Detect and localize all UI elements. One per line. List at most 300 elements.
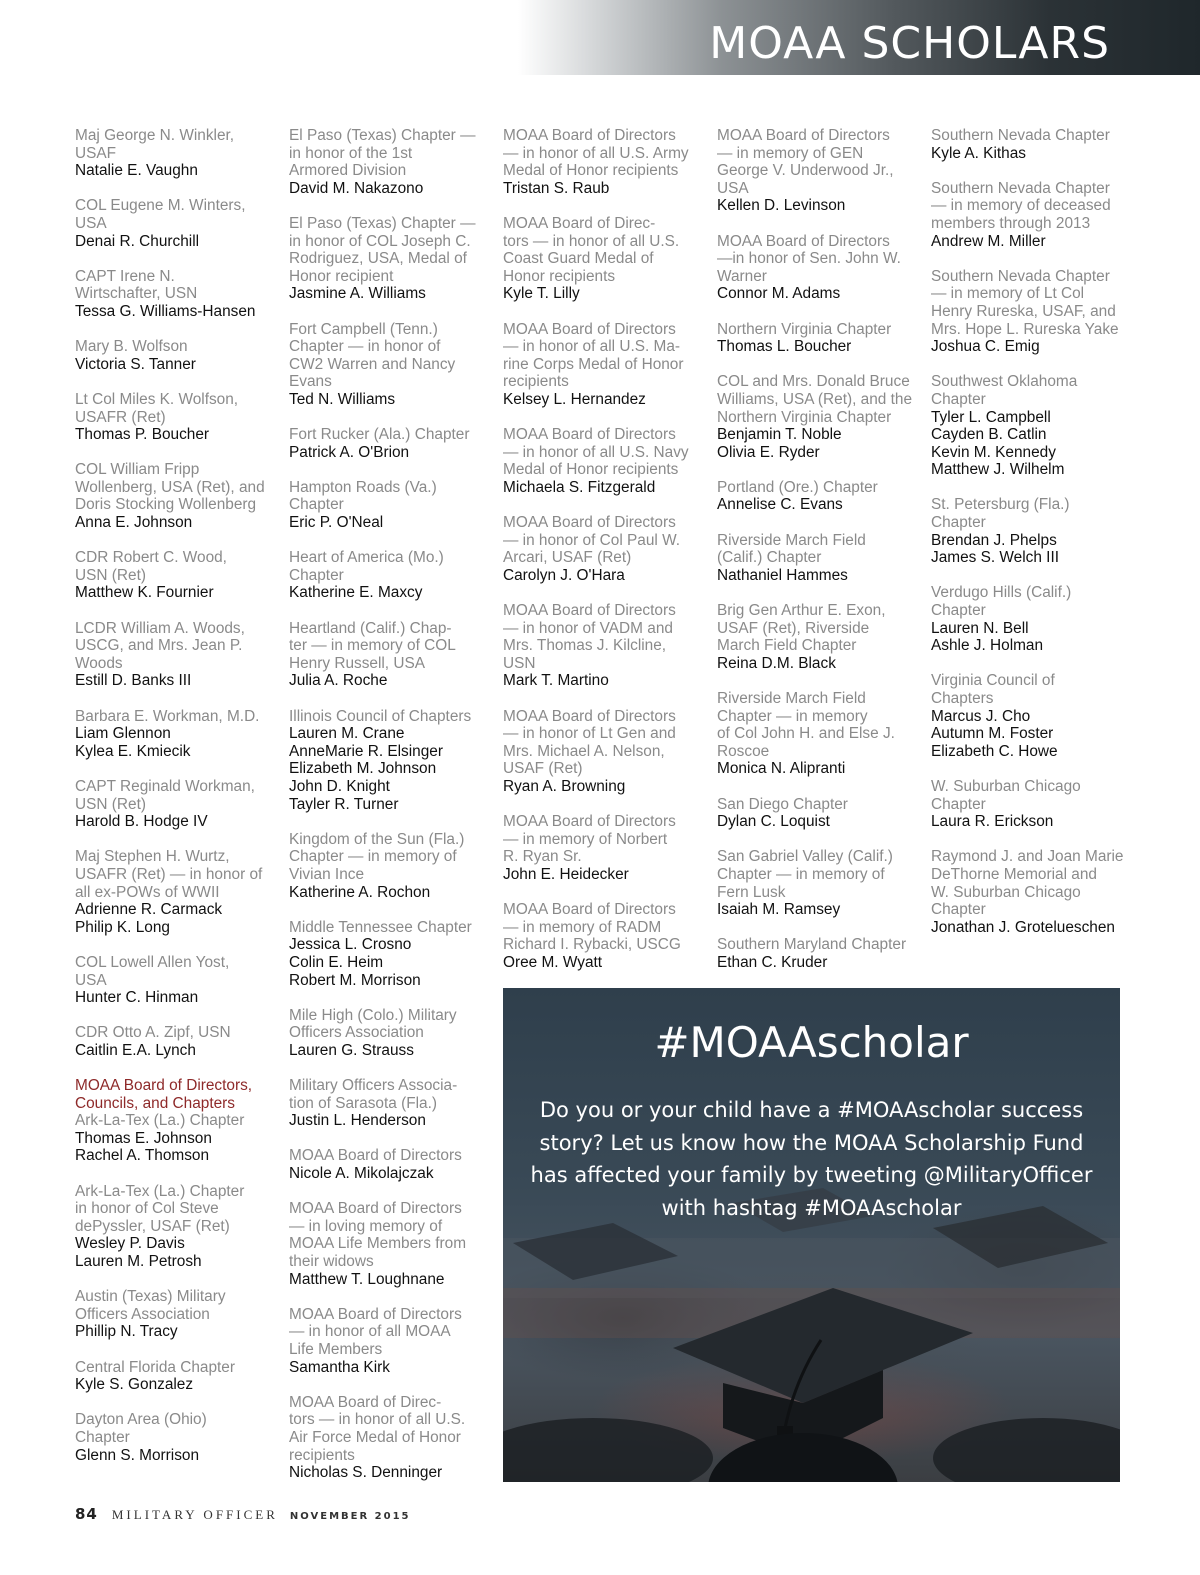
donor-line: USAFR (Ret) — in honor of — [75, 865, 263, 883]
scholarship-entry — [717, 233, 913, 303]
donor-line: Chapter — [931, 795, 986, 813]
recipient-name: Kyle T. Lilly — [503, 285, 580, 303]
donor-line: members through 2013 — [931, 214, 1091, 232]
donor-line: Southern Nevada Chapter — [931, 127, 1110, 144]
scholarship-entry — [931, 268, 1127, 356]
donor-line: Middle Tennessee Chapter — [289, 918, 472, 936]
scholarship-entry — [75, 1024, 271, 1059]
recipient-name: Dylan C. Loquist — [717, 813, 830, 831]
recipient-name: Lauren N. Bell — [931, 619, 1029, 637]
recipient-name: John E. Heidecker — [503, 865, 629, 883]
recipient-name: Autumn M. Foster — [931, 725, 1054, 743]
recipient-name: Tyler L. Campbell — [931, 408, 1051, 426]
donor-line: COL William Fripp — [75, 461, 200, 479]
donor-line: Roscoe — [717, 742, 770, 760]
donor-line: recipients — [289, 1446, 355, 1464]
recipient-name: Connor M. Adams — [717, 285, 841, 303]
donor-line: Warner — [717, 267, 767, 285]
scholarship-entry — [717, 602, 913, 672]
donor-line: Hampton Roads (Va.) — [289, 478, 437, 496]
donor-line: Henry Russell, USA — [289, 654, 425, 672]
donor-line: Honor recipient — [289, 267, 394, 285]
donor-line: Chapter — in memory of — [717, 865, 885, 883]
recipient-name: AnneMarie R. Elsinger — [289, 742, 443, 760]
donor-line: El Paso (Texas) Chapter — — [289, 127, 476, 144]
moaascholar-promo — [503, 988, 1120, 1482]
donor-line: — in honor of Col Paul W. — [503, 531, 681, 549]
scholarship-entry — [931, 848, 1127, 936]
donor-line: Honor recipients — [503, 267, 616, 285]
donor-line: Riverside March Field — [717, 690, 866, 707]
donor-line: in honor of COL Joseph C. — [289, 232, 471, 250]
recipient-name: Olivia E. Ryder — [717, 443, 820, 461]
donor-line: Chapters — [931, 690, 994, 707]
donor-line: Wollenberg, USA (Ret), and — [75, 478, 265, 496]
donor-line: Southwest Oklahoma — [931, 373, 1078, 391]
recipient-name: Denai R. Churchill — [75, 232, 200, 250]
promo-body — [523, 1094, 1100, 1224]
donor-line: USA — [75, 971, 107, 989]
recipient-name: Kyle S. Gonzalez — [75, 1376, 194, 1394]
column-3 — [503, 127, 699, 989]
donor-line: Mary B. Wolfson — [75, 338, 188, 356]
donor-line: USN (Ret) — [75, 795, 146, 813]
scholarship-entry — [931, 373, 1127, 479]
donor-line: Chapter — [75, 1428, 130, 1446]
scholarship-entry — [75, 461, 271, 531]
donor-line: W. Suburban Chicago — [931, 777, 1081, 795]
recipient-name: Lauren M. Petrosh — [75, 1253, 202, 1270]
recipient-name: Oree M. Wyatt — [503, 953, 603, 971]
donor-line: Heart of America (Mo.) — [289, 549, 444, 567]
scholarship-entry — [75, 1359, 271, 1394]
donor-line: tion of Sarasota (Fla.) — [289, 1094, 437, 1112]
donor-line: Fort Campbell (Tenn.) — [289, 320, 438, 338]
donor-line: — in loving memory of — [289, 1217, 443, 1235]
donor-line: CAPT Reginald Workman, — [75, 777, 255, 795]
scholarship-entry — [503, 901, 699, 971]
scholarship-entry — [503, 426, 699, 496]
recipient-name: Julia A. Roche — [289, 672, 388, 690]
donor-line: Dayton Area (Ohio) — [75, 1411, 207, 1429]
donor-line: of Col John H. and Else J. — [717, 725, 895, 743]
recipient-name: Kelsey L. Hernandez — [503, 390, 646, 408]
donor-line: COL Eugene M. Winters, — [75, 197, 246, 215]
scholarship-entry — [931, 180, 1127, 250]
promo-line: Do you or your child have a #MOAAscholar success — [539, 1098, 1084, 1122]
donor-line: LCDR William A. Woods, — [75, 619, 245, 637]
scholarship-entry — [289, 1147, 485, 1182]
donor-line: — in memory of GEN — [717, 144, 864, 162]
donor-line: Austin (Texas) Military — [75, 1288, 226, 1306]
recipient-name: Elizabeth M. Johnson — [289, 760, 437, 778]
donor-line: Northern Virginia Chapter — [717, 408, 892, 426]
page-footer — [75, 1505, 410, 1525]
donor-line: Wirtschafter, USN — [75, 285, 198, 303]
recipient-name: Brendan J. Phelps — [931, 531, 1057, 549]
scholarship-entry — [75, 708, 271, 761]
scholarship-entry — [75, 268, 271, 321]
donor-line: —in honor of Sen. John W. — [717, 250, 901, 268]
donor-line: USAF (Ret), Riverside — [717, 619, 870, 637]
scholarship-entry — [289, 919, 485, 989]
donor-line: MOAA Board of Directors — [503, 813, 676, 831]
donor-line: Woods — [75, 654, 123, 672]
donor-line: Northern Virginia Chapter — [717, 320, 892, 338]
donor-line: — in honor of VADM and — [503, 619, 673, 637]
donor-line: Maj George N. Winkler, — [75, 127, 235, 144]
recipient-name: Liam Glennon — [75, 725, 171, 743]
recipient-name: Ethan C. Kruder — [717, 953, 828, 971]
recipient-name: Estill D. Banks III — [75, 672, 192, 690]
recipient-name: Natalie E. Vaughn — [75, 162, 198, 180]
donor-line: CDR Otto A. Zipf, USN — [75, 1024, 231, 1042]
donor-line: MOAA Life Members from — [289, 1235, 467, 1253]
scholarship-entry — [717, 479, 913, 514]
page-title: MOAA SCHOLARS — [709, 18, 1110, 69]
donor-line: Southern Maryland Chapter — [717, 936, 907, 954]
recipient-name: Katherine A. Rochon — [289, 883, 431, 901]
header-bar — [518, 0, 1200, 75]
scholarship-entry — [503, 321, 699, 409]
recipient-name: Reina D.M. Black — [717, 654, 836, 672]
recipient-name: Tessa G. Williams-Hansen — [75, 302, 256, 320]
recipient-name: Rachel A. Thomson — [75, 1147, 210, 1165]
donor-line: Chapter — [931, 901, 986, 919]
donor-line: Armored Division — [289, 162, 407, 180]
scholarship-entry — [717, 936, 913, 971]
recipient-name: Elizabeth C. Howe — [931, 742, 1058, 760]
donor-line: — in memory of deceased — [931, 197, 1111, 215]
scholarship-entry — [931, 584, 1127, 654]
donor-line: Medal of Honor recipients — [503, 461, 679, 479]
scholarship-entry — [289, 831, 485, 901]
donor-line: USN (Ret) — [75, 566, 146, 584]
scholarship-entry — [289, 1200, 485, 1288]
donor-line: Illinois Council of Chapters — [289, 707, 472, 725]
donor-line: MOAA Board of Direc- — [503, 214, 656, 232]
donor-line: MOAA Board of Directors — [289, 1200, 462, 1218]
donor-line: Arcari, USAF (Ret) — [503, 549, 632, 567]
recipient-name: Lauren G. Strauss — [289, 1041, 414, 1059]
scholarship-entry — [717, 127, 913, 215]
donor-line: — in memory of RADM — [503, 918, 662, 936]
page-number: 84 — [75, 1505, 98, 1523]
scholarship-entry — [503, 708, 699, 796]
donor-line: Air Force Medal of Honor — [289, 1428, 461, 1446]
scholarship-entry — [75, 1288, 271, 1341]
scholarship-entry — [75, 954, 271, 1007]
recipient-name: Matthew J. Wilhelm — [931, 461, 1065, 479]
scholarship-entry — [289, 1306, 485, 1376]
recipient-name: Adrienne R. Carmack — [75, 901, 223, 919]
recipient-name: Michaela S. Fitzgerald — [503, 478, 656, 496]
donor-line: CW2 Warren and Nancy — [289, 355, 456, 373]
scholarship-entry — [75, 549, 271, 602]
donor-line: Maj Stephen H. Wurtz, — [75, 848, 230, 866]
scholarship-entry — [717, 796, 913, 831]
donor-line: USAF — [75, 144, 117, 162]
recipient-name: Kevin M. Kennedy — [931, 443, 1056, 461]
donor-line: March Field Chapter — [717, 637, 857, 655]
donor-line: Williams, USA (Ret), and the — [717, 390, 913, 408]
column-2 — [289, 127, 485, 1499]
donor-line: rine Corps Medal of Honor — [503, 355, 684, 373]
promo-line: has affected your family by tweeting @MilitaryOfficer — [530, 1163, 1093, 1187]
donor-line: San Gabriel Valley (Calif.) — [717, 848, 893, 866]
scholarship-entry — [289, 1077, 485, 1130]
recipient-name: Caitlin E.A. Lynch — [75, 1041, 196, 1059]
recipient-name: Jasmine A. Williams — [289, 285, 426, 303]
promo-line: with hashtag #MOAAscholar — [661, 1195, 962, 1220]
scholarship-entry — [717, 321, 913, 356]
donor-line: Ark-La-Tex (La.) Chapter — [75, 1112, 245, 1130]
scholarship-entry — [503, 127, 699, 197]
donor-line: Chapter — [931, 390, 986, 408]
donor-line: Brig Gen Arthur E. Exon, — [717, 602, 886, 620]
recipient-name: Nathaniel Hammes — [717, 566, 848, 584]
donor-line: MOAA Board of Directors — [717, 232, 890, 250]
magazine-name: MILITARY OFFICER — [111, 1507, 278, 1522]
donor-line: DeThorne Memorial and — [931, 865, 1097, 883]
donor-line: Virginia Council of — [931, 672, 1055, 690]
scholarship-entry — [75, 127, 271, 180]
scholarship-entry — [289, 1007, 485, 1060]
section-heading: Councils, and Chapters — [75, 1094, 235, 1112]
issue-date: NOVEMBER 2015 — [289, 1511, 411, 1522]
scholarship-entry — [717, 848, 913, 918]
recipient-name: Monica N. Alipranti — [717, 760, 846, 778]
recipient-name: Annelise C. Evans — [717, 496, 843, 514]
donor-line: Riverside March Field — [717, 531, 866, 549]
donor-line: Evans — [289, 373, 332, 391]
donor-line: MOAA Board of Directors — [503, 901, 676, 919]
donor-line: Chapter — [289, 566, 344, 584]
column-4 — [717, 127, 913, 989]
donor-line: Henry Rureska, USAF, and — [931, 302, 1116, 320]
donor-line: MOAA Board of Directors — [289, 1305, 462, 1323]
donor-line: COL and Mrs. Donald Bruce — [717, 373, 910, 391]
recipient-name: Katherine E. Maxcy — [289, 584, 423, 602]
donor-line: all ex-POWs of WWII — [75, 883, 220, 901]
recipient-name: Robert M. Morrison — [289, 971, 421, 989]
recipient-name: Andrew M. Miller — [931, 232, 1046, 250]
donor-line: Chapter — in memory — [717, 707, 868, 725]
donor-line: in honor of the 1st — [289, 144, 413, 162]
donor-line: USAF (Ret) — [503, 760, 583, 778]
donor-line: USA — [717, 179, 749, 197]
recipient-name: Thomas L. Boucher — [717, 338, 852, 356]
recipient-name: Kellen D. Levinson — [717, 197, 846, 215]
scholarship-entry — [289, 708, 485, 814]
scholarship-entry — [75, 391, 271, 444]
donor-line: Chapter — [931, 602, 986, 620]
donor-line: — in honor of Lt Gen and — [503, 725, 676, 743]
donor-line: dePyssler, USAF (Ret) — [75, 1217, 230, 1235]
recipient-name: Matthew K. Fournier — [75, 584, 214, 602]
scholarship-entry — [289, 321, 485, 409]
recipient-name: Philip K. Long — [75, 918, 170, 936]
donor-line: Officers Association — [289, 1024, 424, 1042]
donor-line: St. Petersburg (Fla.) — [931, 496, 1070, 514]
donor-line: Richard I. Rybacki, USCG — [503, 936, 681, 954]
recipient-name: Matthew T. Loughnane — [289, 1270, 445, 1288]
donor-line: Mrs. Michael A. Nelson, — [503, 742, 665, 760]
donor-line: Fern Lusk — [717, 883, 786, 901]
recipient-name: Harold B. Hodge IV — [75, 813, 208, 831]
donor-line: Chapter — in memory of — [289, 848, 457, 866]
recipient-name: Anna E. Johnson — [75, 514, 193, 532]
scholarship-entry — [75, 620, 271, 690]
recipient-name: Samantha Kirk — [289, 1358, 390, 1376]
donor-line: Medal of Honor recipients — [503, 162, 679, 180]
donor-line: (Calif.) Chapter — [717, 549, 822, 567]
donor-line: Heartland (Calif.) Chap- — [289, 619, 452, 637]
scholarship-entry — [931, 127, 1127, 162]
scholarship-entry — [75, 338, 271, 373]
scholarship-entry — [289, 426, 485, 461]
donor-line: Doris Stocking Wollenberg — [75, 496, 257, 514]
donor-line: in honor of Col Steve — [75, 1200, 219, 1218]
donor-line: Fort Rucker (Ala.) Chapter — [289, 426, 470, 444]
recipient-name: Nicole A. Mikolajczak — [289, 1165, 434, 1183]
donor-line: MOAA Board of Directors — [503, 514, 676, 532]
recipient-name: Ashle J. Holman — [931, 637, 1044, 655]
donor-line: Vivian Ince — [289, 865, 365, 883]
scholarship-entry — [75, 778, 271, 831]
scholarship-entry — [75, 1411, 271, 1464]
donor-line: COL Lowell Allen Yost, — [75, 953, 230, 971]
scholarship-entry — [289, 620, 485, 690]
donor-line: George V. Underwood Jr., — [717, 162, 894, 180]
recipient-name: Tristan S. Raub — [503, 179, 610, 197]
scholarship-entry — [289, 479, 485, 532]
donor-line: R. Ryan Sr. — [503, 848, 582, 866]
donor-line: Verdugo Hills (Calif.) — [931, 584, 1072, 602]
donor-line: MOAA Board of Direc- — [289, 1393, 442, 1411]
donor-line: tors — in honor of all U.S. — [289, 1411, 466, 1429]
scholarship-entry — [931, 672, 1127, 760]
donor-line: Southern Nevada Chapter — [931, 267, 1110, 285]
scholarship-entry — [75, 1183, 271, 1271]
donor-line: MOAA Board of Directors — [503, 127, 676, 144]
scholarship-entry — [717, 690, 913, 778]
promo-heading: #MOAAscholar — [654, 1018, 969, 1067]
donor-line: Chapter — [289, 496, 344, 514]
donor-line: Mrs. Thomas J. Kilcline, USN — [503, 637, 667, 672]
scholarship-entry — [931, 496, 1127, 566]
recipient-name: Patrick A. O'Brion — [289, 443, 410, 461]
donor-line: USA — [75, 214, 107, 232]
recipient-name: James S. Welch III — [931, 549, 1060, 567]
donor-line: Rodriguez, USA, Medal of — [289, 250, 467, 268]
column-5 — [931, 127, 1127, 954]
donor-line: MOAA Board of Directors — [503, 602, 676, 620]
recipient-name: Justin L. Henderson — [289, 1112, 426, 1130]
recipient-name: Kyle A. Kithas — [931, 144, 1026, 162]
recipient-name: Laura R. Erickson — [931, 813, 1054, 831]
donor-line: Mile High (Colo.) Military — [289, 1006, 457, 1024]
donor-line: — in honor of all MOAA — [289, 1323, 451, 1341]
recipient-name: Tayler R. Turner — [289, 795, 399, 813]
recipient-name: Marcus J. Cho — [931, 707, 1031, 725]
recipient-name: Lauren M. Crane — [289, 725, 405, 743]
donor-line: Kingdom of the Sun (Fla.) — [289, 830, 465, 848]
section-heading: MOAA Board of Directors, — [75, 1077, 253, 1095]
recipient-name: Jessica L. Crosno — [289, 936, 412, 954]
scholarship-entry — [289, 215, 485, 303]
donor-line: Barbara E. Workman, M.D. — [75, 707, 260, 725]
recipient-name: Joshua C. Emig — [931, 338, 1040, 356]
recipient-name: Benjamin T. Noble — [717, 426, 842, 444]
scholarship-entry — [503, 215, 699, 303]
donor-line: tors — in honor of all U.S. — [503, 232, 680, 250]
donor-line: CAPT Irene N. — [75, 267, 175, 285]
scholarship-entry — [289, 127, 485, 197]
donor-line: Chapter — in honor of — [289, 338, 441, 356]
donor-line: Portland (Ore.) Chapter — [717, 478, 878, 496]
scholarship-entry — [289, 1394, 485, 1482]
recipient-name: Ryan A. Browning — [503, 777, 626, 795]
donor-line: ter — in memory of COL — [289, 637, 456, 655]
scholarship-entry — [717, 373, 913, 461]
scholarship-entry — [75, 197, 271, 250]
donor-line: Central Florida Chapter — [75, 1358, 235, 1376]
donor-line: — in honor of all U.S. Ma- — [503, 338, 681, 356]
recipient-name: Thomas P. Boucher — [75, 426, 210, 444]
recipient-name: Cayden B. Catlin — [931, 426, 1047, 444]
donor-line: USCG, and Mrs. Jean P. — [75, 637, 243, 655]
donor-line: recipients — [503, 373, 569, 391]
scholarship-entry — [75, 848, 271, 936]
donor-line: Mrs. Hope L. Rureska Yake — [931, 320, 1119, 338]
recipient-name: Isaiah M. Ramsey — [717, 901, 841, 919]
recipient-name: Nicholas S. Denninger — [289, 1464, 443, 1482]
donor-line: W. Suburban Chicago — [931, 883, 1081, 901]
recipient-name: David M. Nakazono — [289, 179, 424, 197]
donor-line: San Diego Chapter — [717, 795, 848, 813]
donor-line: Coast Guard Medal of — [503, 250, 654, 268]
donor-line: Military Officers Associa- — [289, 1077, 458, 1095]
donor-line: CDR Robert C. Wood, — [75, 549, 227, 567]
recipient-name: Glenn S. Morrison — [75, 1446, 200, 1464]
donor-line: — in memory of Lt Col — [931, 285, 1085, 303]
donor-line: El Paso (Texas) Chapter — — [289, 214, 476, 232]
donor-line: Raymond J. and Joan Marie — [931, 848, 1124, 866]
donor-line: MOAA Board of Directors — [717, 127, 890, 144]
recipient-name: John D. Knight — [289, 777, 390, 795]
scholarship-entry — [931, 778, 1127, 831]
recipient-name: Kylea E. Kmiecik — [75, 742, 191, 760]
scholarship-entry — [75, 1077, 271, 1165]
recipient-name: Mark T. Martino — [503, 672, 609, 690]
donor-line: — in memory of Norbert — [503, 830, 668, 848]
donor-line: MOAA Board of Directors — [503, 707, 676, 725]
donor-line: MOAA Board of Directors — [503, 426, 676, 444]
scholarship-entry — [503, 514, 699, 584]
donor-line: MOAA Board of Directors — [289, 1147, 462, 1165]
scholarship-entry — [717, 532, 913, 585]
donor-line: MOAA Board of Directors — [503, 320, 676, 338]
recipient-name: Phillip N. Tracy — [75, 1323, 178, 1341]
donor-line: Lt Col Miles K. Wolfson, — [75, 390, 239, 408]
donor-line: Southern Nevada Chapter — [931, 179, 1110, 197]
donor-line: — in honor of all U.S. Navy — [503, 443, 689, 461]
donor-line: Officers Association — [75, 1305, 210, 1323]
scholarship-entry — [503, 602, 699, 690]
recipient-name: Wesley P. Davis — [75, 1235, 185, 1253]
donor-line: USAFR (Ret) — [75, 408, 166, 426]
